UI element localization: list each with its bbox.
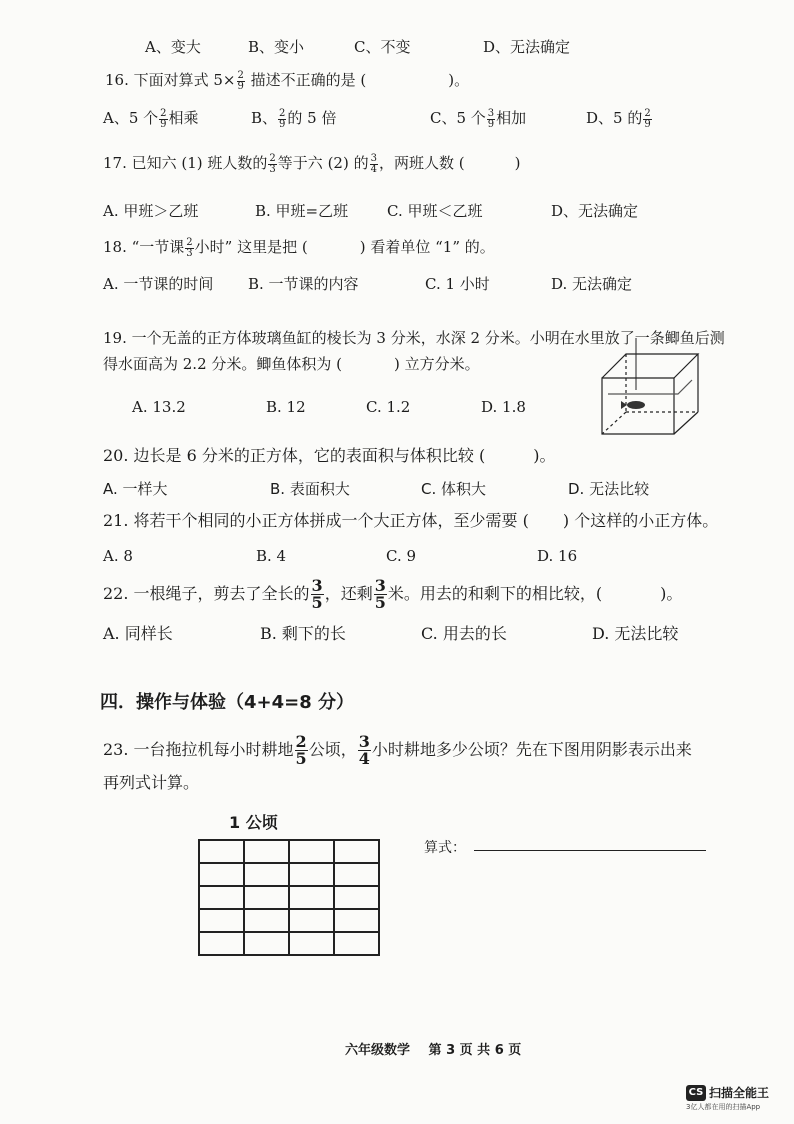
grid-cell[interactable]	[199, 909, 244, 932]
q20-option-d: D. 无法比较	[568, 480, 650, 498]
grid-cell[interactable]	[289, 886, 334, 909]
q19-line-2: 得水面高为 2.2 分米。鲫鱼体积为 ( ) 立方分米。	[103, 355, 480, 373]
grid-cell[interactable]	[199, 863, 244, 886]
grid-cell[interactable]	[244, 863, 289, 886]
q15-option-a: A、变大	[145, 38, 201, 56]
grid-row	[199, 886, 379, 909]
q21-option-d: D. 16	[537, 547, 578, 565]
watermark-name: 扫描全能王	[709, 1086, 770, 1100]
q19-option-a: A. 13.2	[132, 398, 186, 416]
grid-row	[199, 840, 379, 863]
q17-option-c: C. 甲班＜乙班	[387, 202, 483, 220]
grid-cell[interactable]	[334, 863, 379, 886]
grid-cell[interactable]	[289, 909, 334, 932]
grid-cell[interactable]	[289, 840, 334, 863]
q16-option-c: C、5 个 $\frac{3}{9}$ 相加	[430, 107, 527, 130]
grid-cell[interactable]	[199, 840, 244, 863]
q19-option-d: D. 1.8	[481, 398, 526, 416]
grid-cell[interactable]	[244, 909, 289, 932]
q19-option-b: B. 12	[266, 398, 306, 416]
camscanner-logo-icon: CS	[686, 1085, 706, 1101]
q23-stem: 23. 一台拖拉机每小时耕地 $\frac{2}{5}$ 公顷， $\frac{3}{4}$ 小时耕地多少公顷？先在下图用阴影表示出来	[103, 732, 692, 768]
q17-option-d: D、无法确定	[551, 202, 639, 220]
grid-cell[interactable]	[244, 886, 289, 909]
grid-cell[interactable]	[244, 932, 289, 955]
scanner-watermark	[686, 1082, 769, 1101]
page-footer	[345, 1039, 535, 1058]
q20-option-b: B. 表面积大	[270, 480, 350, 498]
q16-option-b: B、 $\frac{2}{9}$ 的 5 倍	[251, 107, 337, 130]
grid-cell[interactable]	[334, 909, 379, 932]
q18-option-c: C. 1 小时	[425, 275, 490, 293]
watermark-tagline: 3亿人都在用的扫描App	[686, 1103, 761, 1111]
q20-option-c: C. 体积大	[421, 480, 487, 498]
fraction: $\frac{2}{9}$	[237, 69, 244, 92]
grid-cell[interactable]	[199, 886, 244, 909]
q16-stem: 16. 下面对算式 5× $\frac{2}{9}$ 描述不正确的是 ( )。	[105, 69, 470, 92]
grid-row	[199, 932, 379, 955]
q21-option-c: C. 9	[386, 547, 417, 565]
q17-stem: 17. 已知六 (1) 班人数的 $\frac{2}{3}$ 等于六 (2) 的 $\frac{3}{4}$ ，两班人数 ( )	[103, 152, 521, 175]
footer-page-number: 第 3 页 共 6 页	[428, 1043, 522, 1058]
fish-icon	[621, 401, 645, 409]
grid-cell[interactable]	[334, 840, 379, 863]
q17-option-b: B. 甲班=乙班	[255, 202, 349, 220]
q22-option-c: C. 用去的长	[421, 624, 507, 643]
q21-option-b: B. 4	[256, 547, 287, 565]
q15-option-d: D、无法确定	[483, 38, 571, 56]
q22-option-a: A. 同样长	[103, 624, 173, 643]
grid-cell[interactable]	[334, 886, 379, 909]
grid-cell[interactable]	[199, 932, 244, 955]
q19-line-1: 19. 一个无盖的正方体玻璃鱼缸的棱长为 3 分米，水深 2 分米。小明在水里放了一条鲫鱼后测	[103, 329, 725, 347]
formula-answer-line[interactable]	[474, 850, 706, 851]
q22-stem: 22. 一根绳子，剪去了全长的 $\frac{3}{5}$ ，还剩 $\frac{3}{5}$ 米。用去的和剩下的相比较，( )。	[103, 576, 683, 612]
section-4-heading: 四．操作与体验（4+4=8 分）	[100, 692, 355, 713]
q20-option-a: A. 一样大	[103, 480, 168, 498]
q21-stem: 21. 将若干个相同的小正方体拼成一个大正方体，至少需要 ( ) 个这样的小正方体。	[103, 511, 719, 530]
q15-option-c: C、不变	[354, 38, 411, 56]
grid-row	[199, 909, 379, 932]
grid-label: 1 公顷	[229, 813, 278, 832]
fish-tank-diagram	[596, 334, 702, 438]
q22-option-d: D. 无法比较	[592, 624, 679, 643]
q22-option-b: B. 剩下的长	[260, 624, 346, 643]
q18-stem: 18. “一节课 $\frac{2}{3}$ 小时” 这里是把 ( ) 看着单位 “1” 的。	[103, 236, 495, 259]
footer-subject: 六年级数学	[345, 1043, 411, 1058]
grid-cell[interactable]	[244, 840, 289, 863]
q23-line-2: 再列式计算。	[103, 773, 200, 792]
q16-option-a: A、5 个 $\frac{2}{9}$ 相乘	[103, 107, 199, 130]
q15-option-b: B、变小	[248, 38, 305, 56]
grid-row	[199, 863, 379, 886]
q20-stem: 20. 边长是 6 分米的正方体，它的表面积与体积比较 ( )。	[103, 446, 556, 465]
q18-option-b: B. 一节课的内容	[248, 275, 359, 293]
grid-cell[interactable]	[334, 932, 379, 955]
grid-cell[interactable]	[289, 932, 334, 955]
hectare-grid[interactable]	[198, 839, 380, 956]
q18-option-a: A. 一节课的时间	[103, 275, 214, 293]
q17-option-a: A. 甲班＞乙班	[103, 202, 199, 220]
grid-cell[interactable]	[289, 863, 334, 886]
q16-option-d: D、5 的 $\frac{2}{9}$	[586, 107, 651, 130]
formula-label: 算式：	[424, 840, 466, 856]
q21-option-a: A. 8	[103, 547, 133, 565]
q18-option-d: D. 无法确定	[551, 275, 633, 293]
q19-option-c: C. 1.2	[366, 398, 411, 416]
